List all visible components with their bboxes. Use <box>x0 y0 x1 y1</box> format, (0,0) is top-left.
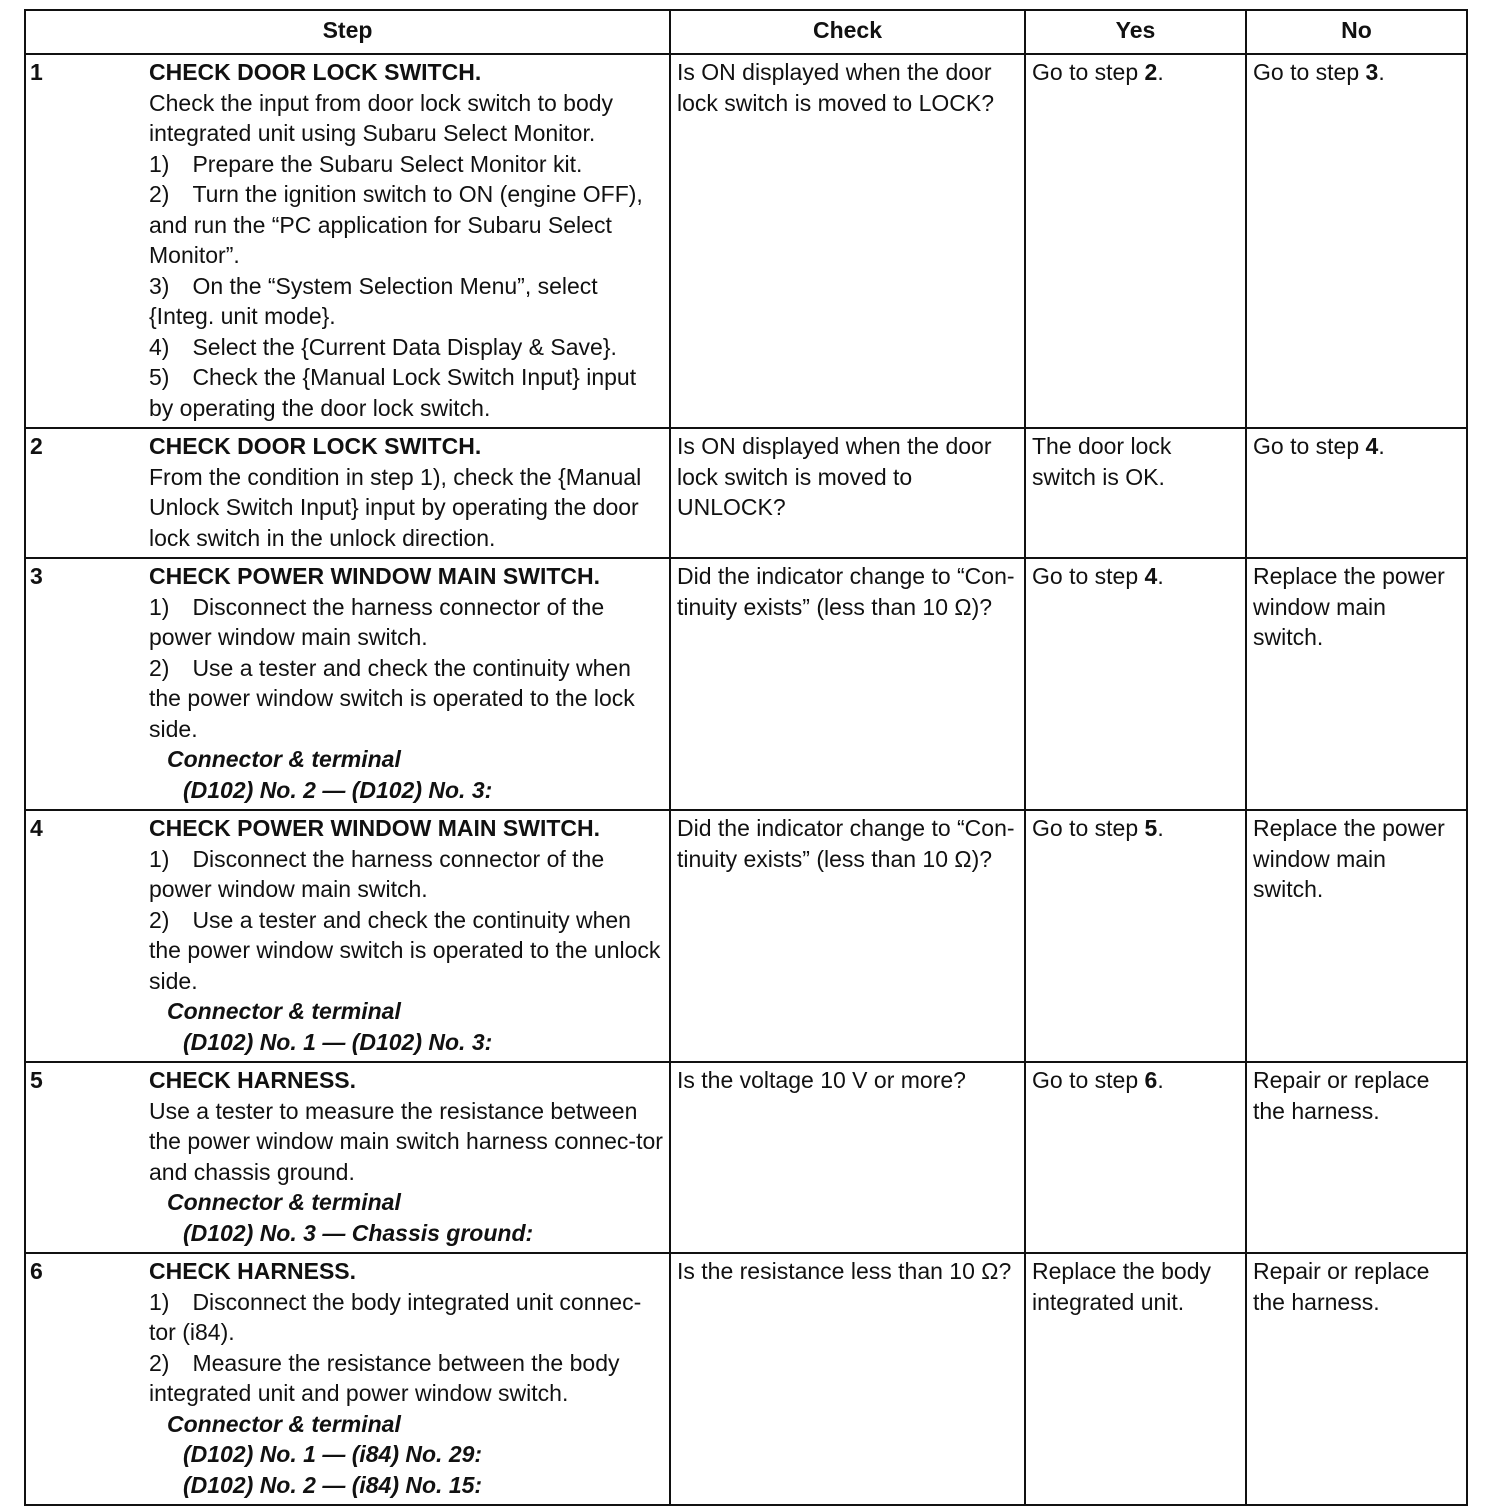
connector-terminal: (D102) No. 1 — (D102) No. 3: <box>183 1028 493 1055</box>
step-cell <box>149 1253 670 1505</box>
step-instruction: 1) Disconnect the harness connector of the power window main switch. <box>149 593 605 650</box>
connector-heading: Connector & terminal <box>167 1410 401 1437</box>
yes-cell <box>1025 1253 1246 1505</box>
header-no: No <box>1246 10 1467 54</box>
no-suffix: . <box>1378 59 1385 85</box>
check-cell: Is ON displayed when the door lock switch is moved to LOCK? <box>670 54 1025 428</box>
step-instruction: Check the input from door lock switch to body integrated unit using Subaru Select Monitor. <box>149 89 614 146</box>
header-step: Step <box>25 10 670 54</box>
connector-terminal: (D102) No. 3 — Chassis ground: <box>183 1219 534 1246</box>
yes-cell <box>1025 810 1246 1062</box>
header-check: Check <box>670 10 1025 54</box>
step-number: 4 <box>25 810 149 1062</box>
step-number: 6 <box>25 1253 149 1505</box>
header-yes: Yes <box>1025 10 1246 54</box>
step-instruction: 2) Measure the resistance between the body integrated unit and power window switch. <box>149 1349 620 1406</box>
step-instruction: 2) Use a tester and check the continuity when the power window switch is operated to the lock side. <box>149 654 635 742</box>
yes-step-number: 4 <box>1144 563 1158 589</box>
step-cell <box>149 428 670 558</box>
connector-terminal: (D102) No. 1 — (i84) No. 29: <box>183 1441 483 1467</box>
no-cell <box>1246 428 1467 558</box>
connector-terminal: (D102) No. 2 — (i84) No. 15: <box>183 1471 483 1498</box>
yes-suffix: . <box>1157 59 1164 85</box>
yes-step-number: 5 <box>1144 815 1158 841</box>
no-text: Repair or replace the harness. <box>1253 1258 1430 1315</box>
yes-suffix: . <box>1157 1067 1164 1093</box>
no-step-number: 4 <box>1365 433 1379 459</box>
no-cell <box>1246 810 1467 1062</box>
no-step-number: 3 <box>1365 59 1379 85</box>
step-instruction: 2) Turn the ignition switch to ON (engine OFF), and run the “PC application for Subaru Select Monitor”. <box>149 181 643 268</box>
step-title: CHECK POWER WINDOW MAIN SWITCH. <box>149 815 601 841</box>
yes-cell <box>1025 1062 1246 1253</box>
no-text: Replace the power window main switch. <box>1253 563 1445 650</box>
connector-terminal: (D102) No. 2 — (D102) No. 3: <box>183 776 493 803</box>
step-title: CHECK HARNESS. <box>149 1067 357 1093</box>
step-instruction: 1) Prepare the Subaru Select Monitor kit. <box>149 150 583 177</box>
check-cell: Is the resistance less than 10 Ω? <box>670 1253 1025 1505</box>
yes-prefix: Go to step <box>1032 1067 1145 1093</box>
table-row <box>25 1062 1467 1253</box>
yes-text: The door lock switch is OK. <box>1032 433 1172 490</box>
yes-prefix: Go to step <box>1032 563 1145 589</box>
step-number: 1 <box>25 54 149 428</box>
no-cell <box>1246 558 1467 810</box>
check-cell: Did the indicator change to “Con-tinuity exists” (less than 10 Ω)? <box>670 558 1025 810</box>
step-instruction: 1) Disconnect the body integrated unit connec-tor (i84). <box>149 1288 642 1345</box>
step-instruction: 3) On the “System Selection Menu”, select {Integ. unit mode}. <box>149 272 598 329</box>
check-cell: Did the indicator change to “Con-tinuity exists” (less than 10 Ω)? <box>670 810 1025 1062</box>
step-cell <box>149 558 670 810</box>
yes-suffix: . <box>1157 815 1164 841</box>
no-text: Replace the power window main switch. <box>1253 815 1445 902</box>
no-cell <box>1246 54 1467 428</box>
step-instruction: Use a tester to measure the resistance between the power window main switch harness connec-tor and chassis ground. <box>149 1097 663 1185</box>
yes-cell <box>1025 54 1246 428</box>
table-row <box>25 810 1467 1062</box>
no-cell <box>1246 1253 1467 1505</box>
connector-heading: Connector & terminal <box>167 746 401 772</box>
no-cell <box>1246 1062 1467 1253</box>
diagnostic-table <box>24 9 1468 1506</box>
table-row <box>25 428 1467 558</box>
step-number: 5 <box>25 1062 149 1253</box>
no-suffix: . <box>1378 433 1385 459</box>
step-title: CHECK DOOR LOCK SWITCH. <box>149 59 482 85</box>
no-prefix: Go to step <box>1253 433 1366 459</box>
connector-heading: Connector & terminal <box>167 1189 401 1215</box>
step-cell <box>149 810 670 1062</box>
step-number: 2 <box>25 428 149 558</box>
yes-prefix: Go to step <box>1032 815 1145 841</box>
yes-step-number: 2 <box>1144 59 1158 85</box>
yes-text: Replace the body integrated unit. <box>1032 1258 1212 1315</box>
step-title: CHECK POWER WINDOW MAIN SWITCH. <box>149 563 601 589</box>
step-cell <box>149 54 670 428</box>
yes-cell <box>1025 558 1246 810</box>
table-row <box>25 1253 1467 1505</box>
step-instruction: 5) Check the {Manual Lock Switch Input} input by operating the door lock switch. <box>149 364 637 421</box>
step-instruction: 4) Select the {Current Data Display & Save}. <box>149 333 617 360</box>
step-instruction: 1) Disconnect the harness connector of the power window main switch. <box>149 845 605 902</box>
table-row <box>25 54 1467 428</box>
check-cell: Is the voltage 10 V or more? <box>670 1062 1025 1253</box>
header-row <box>25 10 1467 54</box>
step-title: CHECK DOOR LOCK SWITCH. <box>149 433 482 459</box>
step-instruction: 2) Use a tester and check the continuity when the power window switch is operated to the unlock side. <box>149 906 661 994</box>
yes-step-number: 6 <box>1144 1067 1158 1093</box>
table-row <box>25 558 1467 810</box>
yes-cell <box>1025 428 1246 558</box>
connector-heading: Connector & terminal <box>167 998 401 1024</box>
step-number: 3 <box>25 558 149 810</box>
no-text: Repair or replace the harness. <box>1253 1067 1430 1124</box>
yes-suffix: . <box>1157 563 1164 589</box>
step-title: CHECK HARNESS. <box>149 1258 357 1284</box>
table-body <box>25 54 1467 1505</box>
check-cell: Is ON displayed when the door lock switch is moved to UNLOCK? <box>670 428 1025 558</box>
step-instruction: From the condition in step 1), check the {Manual Unlock Switch Input} input by operating the door lock switch in the unlock direction. <box>149 463 642 551</box>
no-prefix: Go to step <box>1253 59 1366 85</box>
yes-prefix: Go to step <box>1032 59 1145 85</box>
step-cell <box>149 1062 670 1253</box>
